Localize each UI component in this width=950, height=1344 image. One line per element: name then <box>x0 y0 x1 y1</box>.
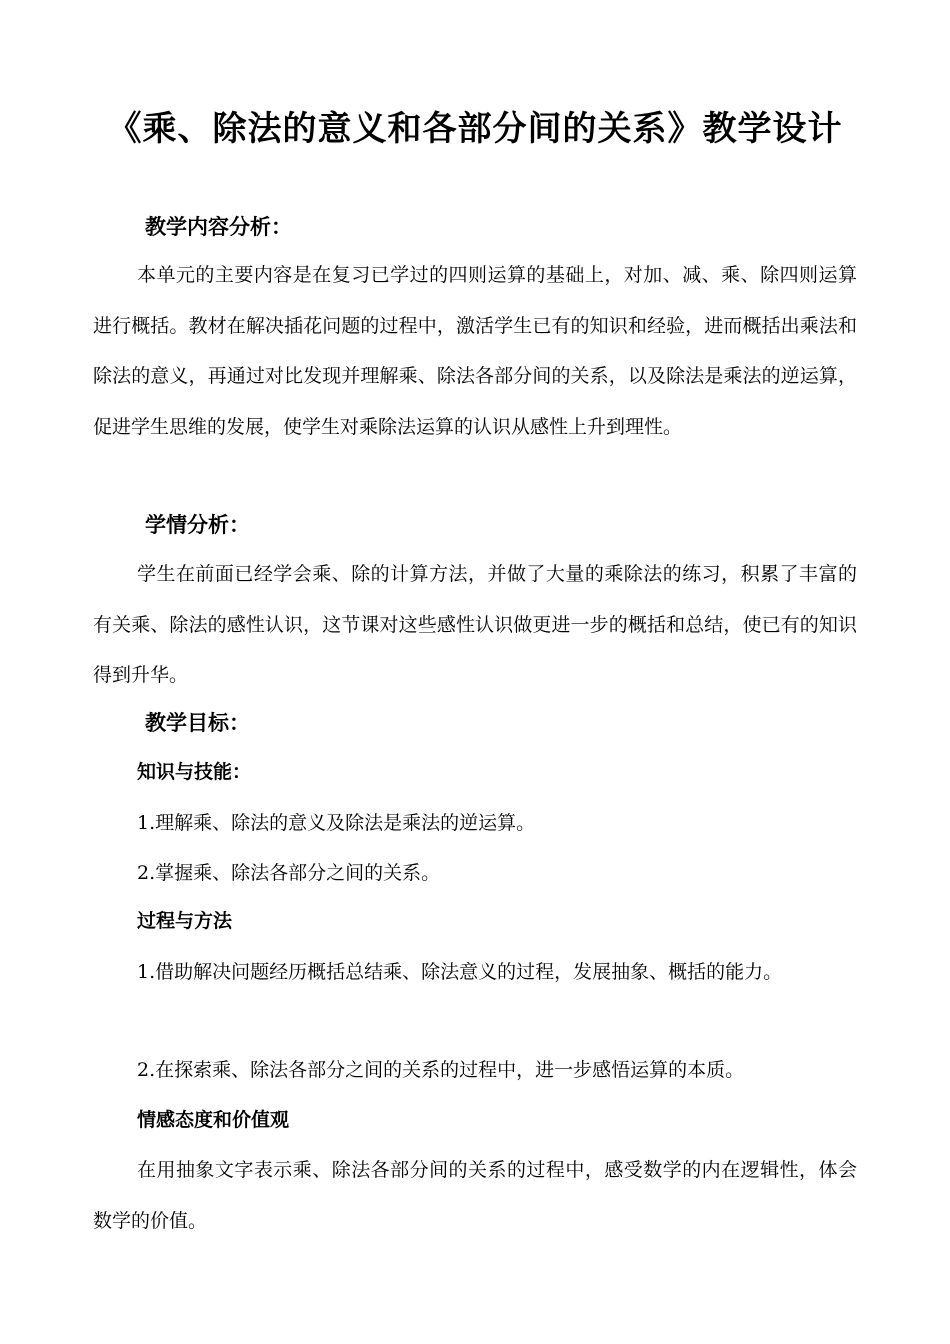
knowledge-skills-heading: 知识与技能： <box>137 761 252 783</box>
knowledge-item-1: 1.理解乘、除法的意义及除法是乘法的逆运算。 <box>137 812 536 834</box>
process-item-2: 2.在探索乘、除法各部分之间的关系的过程中，进一步感悟运算的本质。 <box>137 1059 745 1081</box>
attitude-values-paragraph: 在用抽象文字表示乘、除法各部分间的关系的过程中，感受数学的内在逻辑性，体会数学的价值。 <box>93 1159 857 1232</box>
document-title: 《乘、除法的意义和各部分间的关系》教学设计 <box>107 109 843 149</box>
process-item-1: 1.借助解决问题经历概括总结乘、除法意义的过程，发展抽象、概括的能力。 <box>137 961 783 983</box>
knowledge-item-2: 2.掌握乘、除法各部分之间的关系。 <box>137 862 441 884</box>
attitude-values-heading: 情感态度和价值观 <box>137 1109 290 1131</box>
learner-analysis-paragraph: 学生在前面已经学会乘、除的计算方法，并做了大量的乘除法的练习，积累了丰富的有关乘、除法的感性认识，这节课对这些感性认识做更进一步的概括和总结，使已有的知识得到升华。 <box>93 563 857 686</box>
content-analysis-paragraph: 本单元的主要内容是在复习已学过的四则运算的基础上，对加、减、乘、除四则运算进行概括。教材在解决插花问题的过程中，激活学生已有的知识和经验，进而概括出乘法和除法的意义，再通过对比发现并理解乘、除法各部分间的关系，以及除法是乘法的逆运算，促进学生思维的发展，使学生对乘除法运算的认识从感性上升到理性。 <box>93 264 857 438</box>
process-methods-heading: 过程与方法 <box>137 910 233 932</box>
learner-analysis-heading: 学情分析： <box>145 512 250 537</box>
objectives-heading: 教学目标： <box>145 710 250 735</box>
content-analysis-heading: 教学内容分析： <box>145 214 292 239</box>
